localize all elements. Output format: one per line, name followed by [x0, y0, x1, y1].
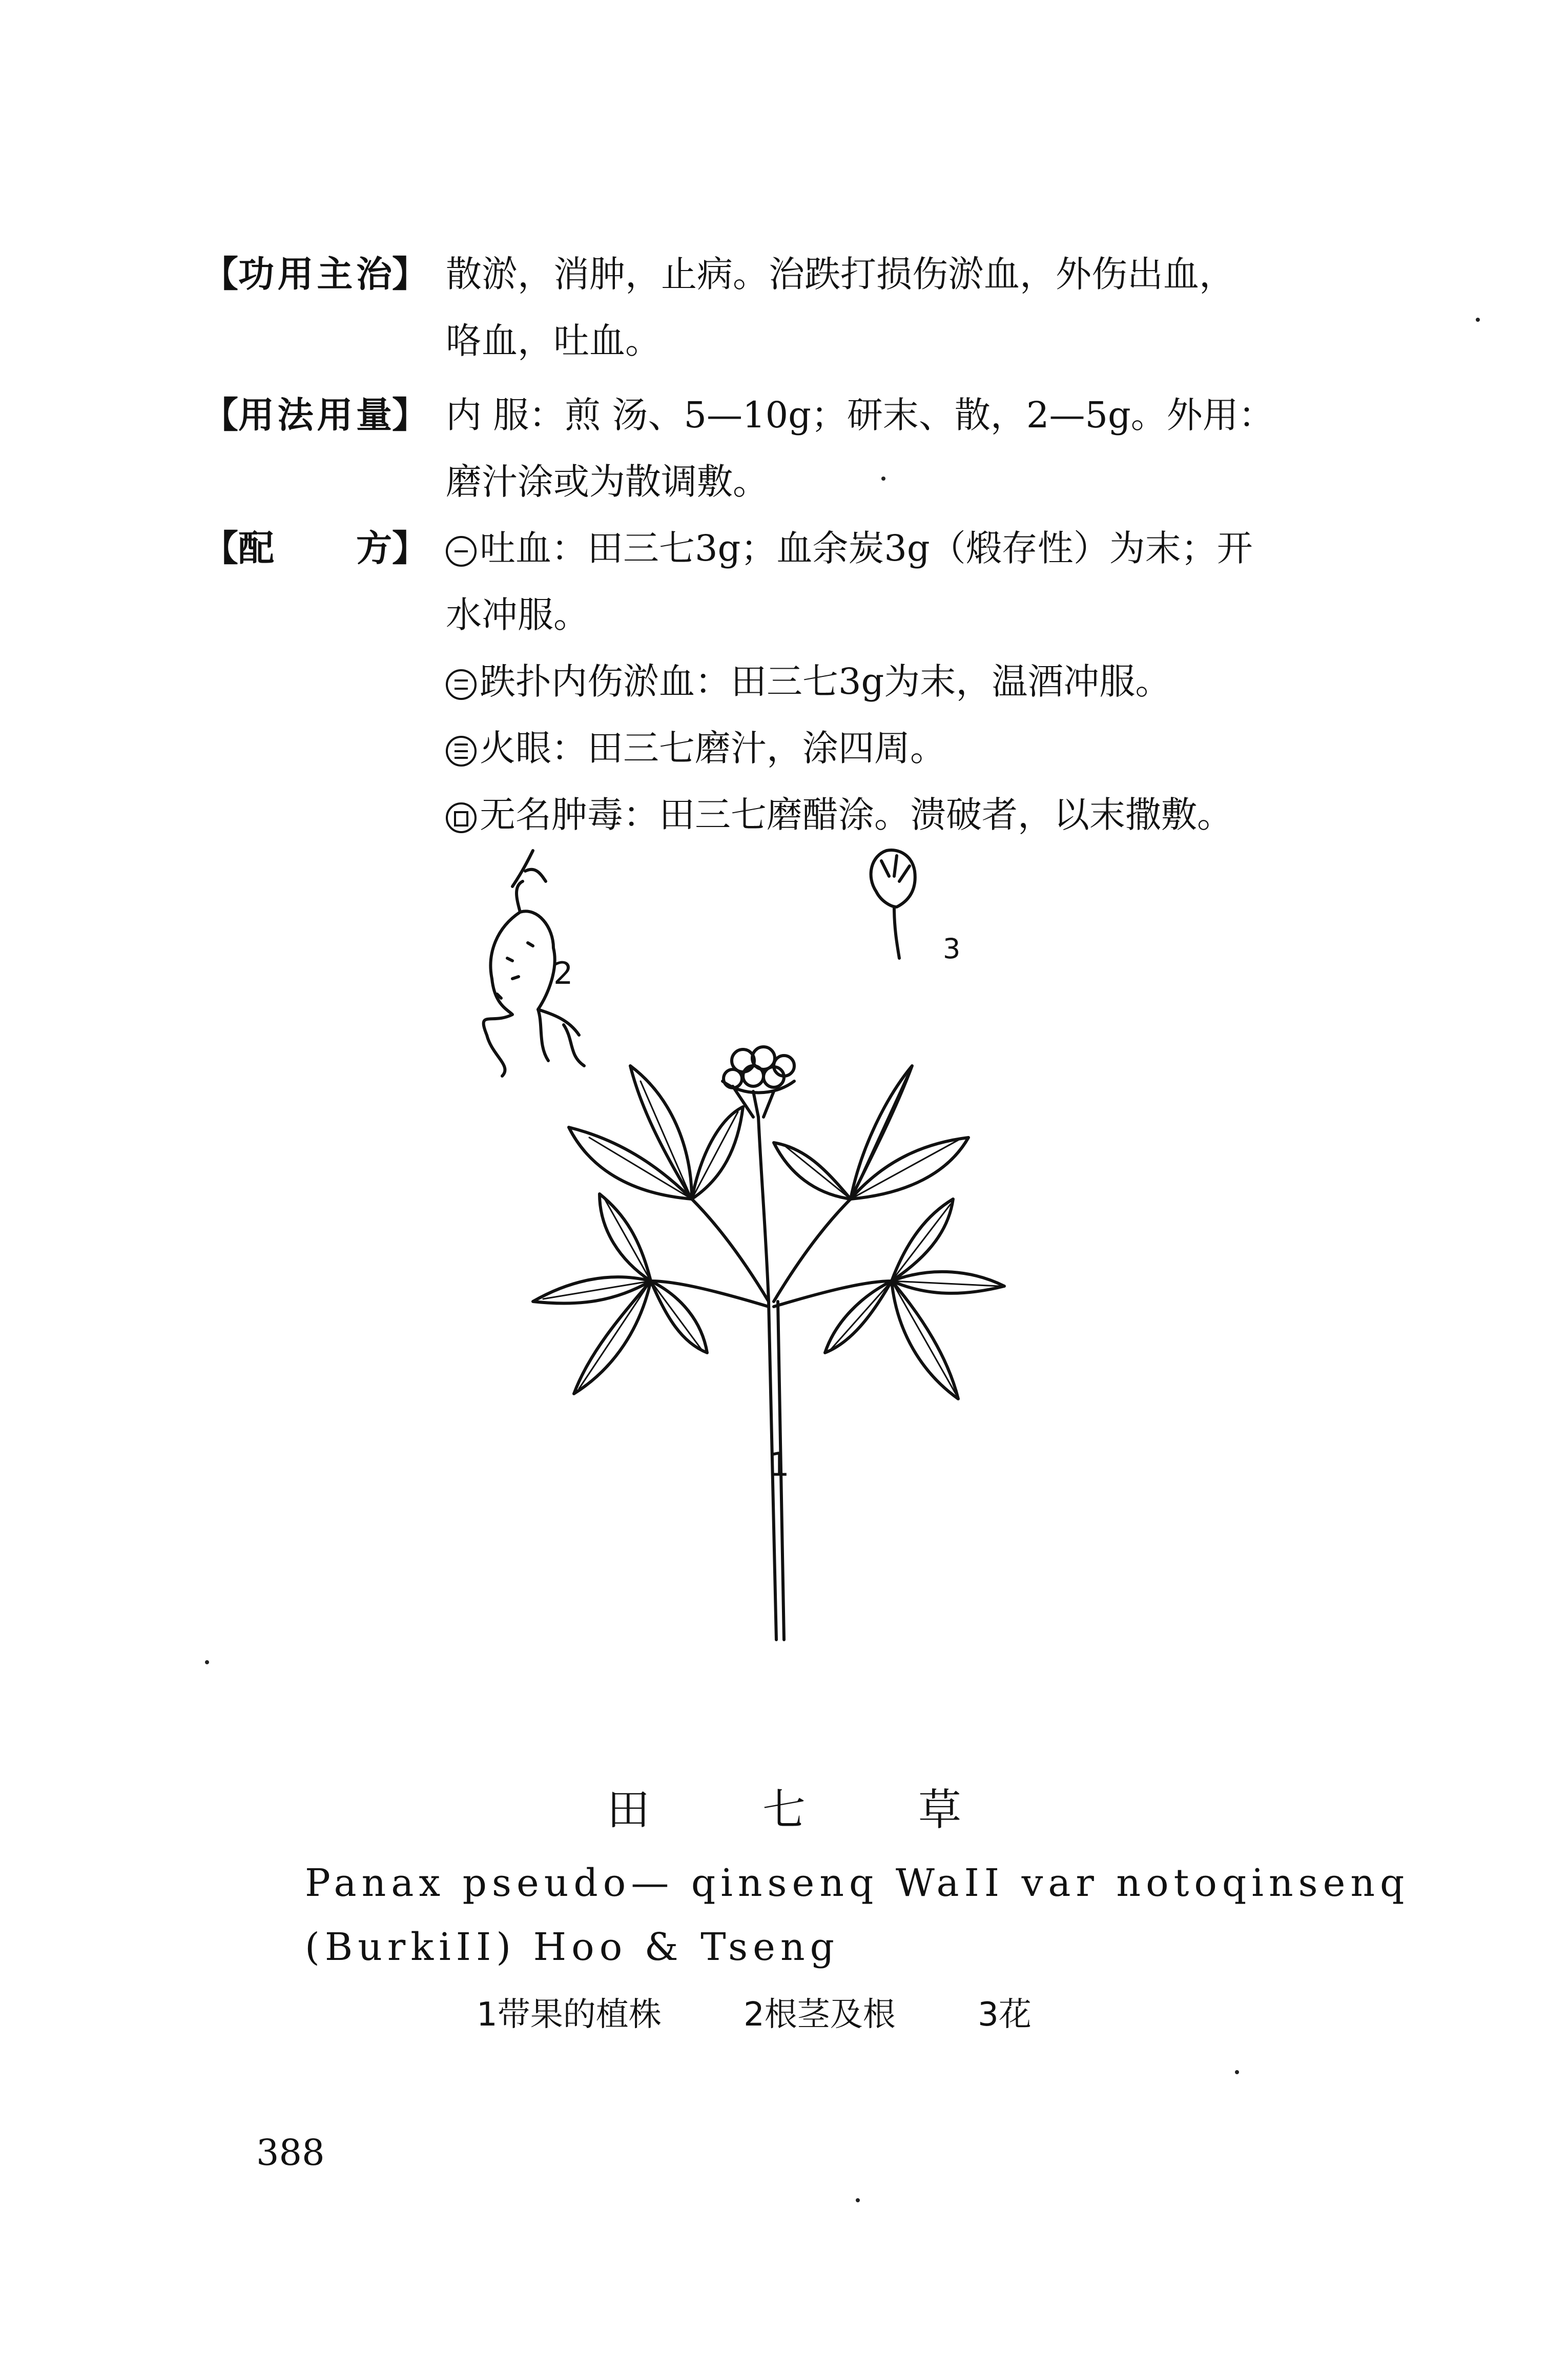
circled-number-three-icon	[446, 736, 477, 767]
print-speck	[1235, 2070, 1239, 2074]
plant-name-char: 田	[606, 1785, 650, 1835]
caption-item: 3花	[978, 1996, 1031, 2034]
plant-name	[0, 1775, 1568, 1837]
section-heading: 【功用主治】	[202, 241, 443, 307]
figure-captions	[477, 1988, 1103, 2035]
root-label: 2	[553, 956, 573, 991]
print-speck	[1476, 318, 1480, 322]
recipe-item: 无名肿毒：田三七磨醋涂。溃破者，以末撒敷。	[446, 781, 1412, 848]
page-number: 388	[256, 2132, 325, 2174]
plant-name-char: 草	[918, 1785, 962, 1835]
section-heading: 【配 方】	[202, 515, 443, 582]
print-speck	[205, 1660, 209, 1664]
section-functions	[202, 241, 1412, 374]
section-line: 散淤，消肿，止病。治跌打损伤淤血，外伤出血，	[446, 253, 1235, 295]
print-speck	[856, 2198, 860, 2202]
recipe-item: 火眼：田三七磨汁，涂四周。	[446, 715, 1412, 781]
caption-item: 1带果的植株	[477, 1996, 662, 2034]
plant-illustration	[436, 840, 1050, 1660]
section-heading: 【用法用量】	[202, 382, 443, 448]
root-drawing	[484, 851, 584, 1076]
section-line: 内 服：煎 汤、5—10g；研末、散，2—5g。外用：	[446, 394, 1274, 436]
latin-name-line: Panax pseudo— qinsenq WaII var notoqinsenq	[305, 1861, 1410, 1905]
plant-label: 1	[769, 1446, 790, 1484]
plant-name-char: 七	[762, 1785, 806, 1835]
caption-item: 2根茎及根	[744, 1996, 896, 2034]
section-line: 咯血，吐血。	[446, 320, 661, 362]
section-prescriptions	[202, 515, 1412, 848]
recipe-item: 吐血：田三七3g；血余炭3g（煅存性）为末；开 水冲服。	[446, 527, 1253, 636]
section-usage	[202, 382, 1412, 515]
circled-number-one-icon	[446, 536, 477, 567]
section-line: 磨汁涂或为散调敷。	[446, 461, 769, 503]
recipe-item: 跌扑内伤淤血：田三七3g为末，温酒冲服。	[446, 648, 1412, 715]
flower-label: 3	[943, 933, 961, 965]
print-speck	[881, 477, 885, 481]
section-heading-text: 功用主治	[238, 253, 392, 295]
section-heading-text: 配 方	[238, 527, 392, 569]
latin-name-line: (BurkiII) Hoo & Tseng	[305, 1925, 839, 1969]
flower-drawing	[871, 850, 961, 965]
section-heading-text: 用法用量	[238, 394, 392, 436]
circled-number-four-icon	[446, 802, 477, 833]
plant-drawing	[533, 1047, 1004, 1640]
circled-number-two-icon	[446, 669, 477, 700]
